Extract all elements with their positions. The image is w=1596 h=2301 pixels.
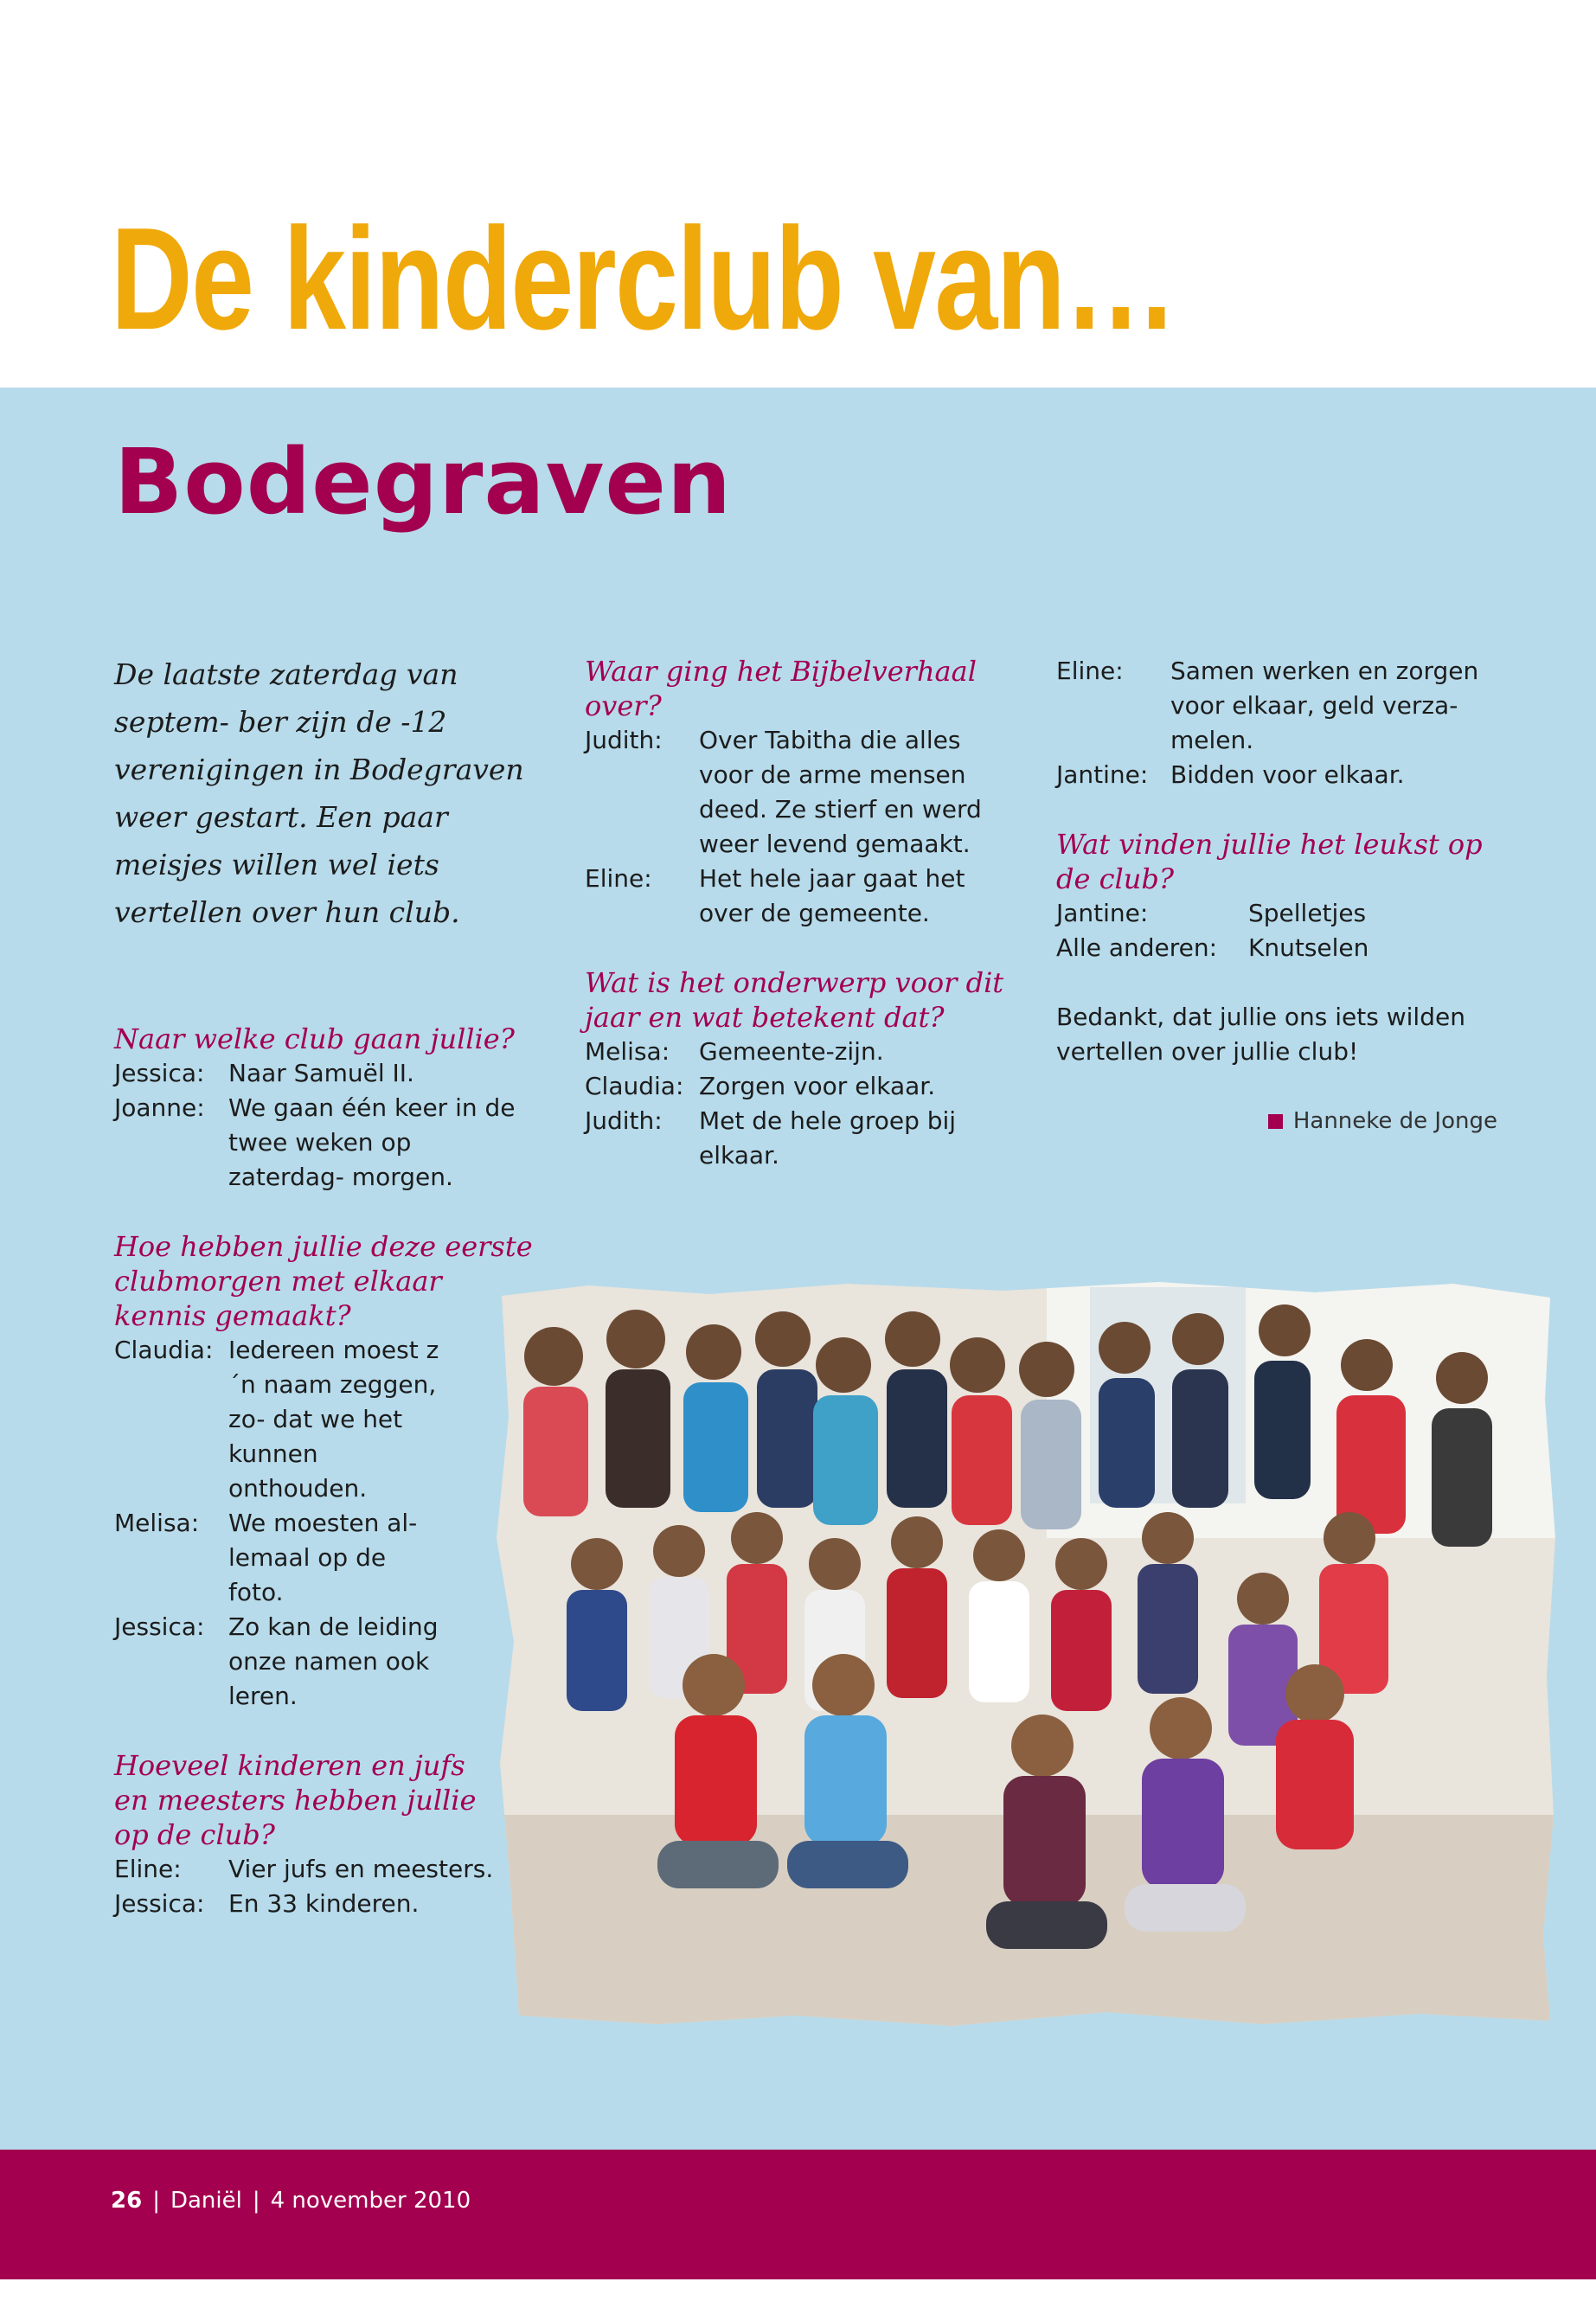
answer-text: Het hele jaar gaat het over de gemeente. xyxy=(699,864,965,927)
page-title: De kinderclub van… xyxy=(111,197,1176,360)
magazine-name: Daniël xyxy=(170,2188,242,2214)
answer-row xyxy=(114,1333,547,1506)
answer-row xyxy=(585,862,1026,931)
question: Naar welke club gaan jullie? xyxy=(114,1022,515,1055)
answer-row xyxy=(1056,931,1506,965)
speaker: Jessica: xyxy=(114,1889,205,1918)
speaker: Jantine: xyxy=(1056,760,1149,789)
footer-separator: | xyxy=(152,2188,160,2214)
answer-row xyxy=(114,1056,547,1091)
speaker: Joanne: xyxy=(114,1093,205,1122)
speaker: Eline: xyxy=(114,1855,182,1883)
question: Hoeveel kinderen en jufs en meesters hebben jullie op de club? xyxy=(114,1749,477,1851)
answer-text: Zorgen voor elkaar. xyxy=(699,1072,936,1100)
qa-block xyxy=(1056,654,1506,792)
author-credit xyxy=(1056,1104,1506,1138)
answer-row xyxy=(114,1506,547,1610)
speaker: Eline: xyxy=(1056,657,1124,685)
qa-block xyxy=(1056,827,1506,965)
answer-row xyxy=(585,723,1026,862)
footer-separator: | xyxy=(252,2188,260,2214)
speaker: Judith: xyxy=(585,1106,663,1135)
answer-text: Iedereen moest z´n naam zeggen, zo- dat we het kunnen onthouden. xyxy=(228,1336,439,1503)
answer-row xyxy=(1056,896,1506,931)
answer-text: Knutselen xyxy=(1248,933,1369,962)
answer-row xyxy=(1056,758,1506,792)
speaker: Judith: xyxy=(585,726,663,754)
qa-block xyxy=(114,1229,547,1714)
answer-row xyxy=(1056,654,1506,758)
answer-text: En 33 kinderen. xyxy=(228,1889,420,1918)
answer-text: Naar Samuël II. xyxy=(228,1059,414,1087)
answer-text: Zo kan de leiding onze namen ook leren. xyxy=(228,1612,439,1710)
answer-text: Vier jufs en meesters. xyxy=(228,1855,494,1883)
answer-row xyxy=(585,1104,1026,1173)
question: Hoe hebben jullie deze eerste clubmorgen met elkaar kennis gemaakt? xyxy=(114,1230,533,1332)
square-bullet-icon xyxy=(1268,1114,1283,1129)
question: Waar ging het Bijbelverhaal over? xyxy=(585,655,977,722)
speaker: Melisa: xyxy=(585,1037,670,1066)
group-photo-illustration xyxy=(484,1279,1557,2031)
answer-row xyxy=(114,1852,547,1887)
column-1 xyxy=(114,651,547,1956)
qa-block xyxy=(585,654,1026,931)
question: Wat is het onderwerp voor dit jaar en wat betekent dat? xyxy=(585,966,1004,1034)
speaker: Eline: xyxy=(585,864,652,893)
speaker: Alle anderen: xyxy=(1056,933,1218,962)
intro-paragraph: De laatste zaterdag van septem- ber zijn de -12 verenigingen in Bodegraven weer gestart. Een paar meisjes willen wel iets vertellen over hun club. xyxy=(114,657,524,929)
answer-row xyxy=(114,1887,547,1921)
footer-info xyxy=(111,2187,471,2214)
answer-row xyxy=(114,1091,547,1195)
speaker: Jessica: xyxy=(114,1059,205,1087)
answer-text: We moesten al- lemaal op de foto. xyxy=(228,1509,418,1606)
article-title: Bodegraven xyxy=(114,429,732,535)
answer-text: Bidden voor elkaar. xyxy=(1170,760,1405,789)
thanks-text: Bedankt, dat jullie ons iets wilden vertellen over jullie club! xyxy=(1056,1003,1465,1066)
qa-block xyxy=(585,965,1026,1173)
speaker: Claudia: xyxy=(114,1336,214,1364)
answer-row xyxy=(114,1610,547,1714)
answer-row xyxy=(585,1035,1026,1069)
column-2 xyxy=(585,654,1026,1208)
answer-text: Samen werken en zorgen voor elkaar, geld verza- melen. xyxy=(1170,657,1479,754)
issue-date: 4 november 2010 xyxy=(270,2188,471,2214)
page-number: 26 xyxy=(111,2188,143,2214)
footer-bar xyxy=(0,2150,1596,2279)
group-photo xyxy=(484,1279,1557,2031)
answer-text: We gaan één keer in de twee weken op zaterdag- morgen. xyxy=(228,1093,516,1191)
qa-block xyxy=(114,1022,547,1195)
column-3 xyxy=(1056,654,1506,1138)
speaker: Claudia: xyxy=(585,1072,684,1100)
answer-text: Over Tabitha die alles voor de arme mensen deed. Ze stierf en werd weer levend gemaakt. xyxy=(699,726,982,858)
answer-row xyxy=(585,1069,1026,1104)
answer-text: Spelletjes xyxy=(1248,899,1367,927)
speaker: Jessica: xyxy=(114,1612,205,1641)
author-name: Hanneke de Jonge xyxy=(1292,1108,1497,1134)
question: Wat vinden jullie het leukst op de club? xyxy=(1056,828,1483,895)
speaker: Jantine: xyxy=(1056,899,1149,927)
speaker: Melisa: xyxy=(114,1509,200,1537)
answer-text: Met de hele groep bij elkaar. xyxy=(699,1106,957,1170)
qa-block xyxy=(114,1748,547,1921)
answer-text: Gemeente-zijn. xyxy=(699,1037,884,1066)
